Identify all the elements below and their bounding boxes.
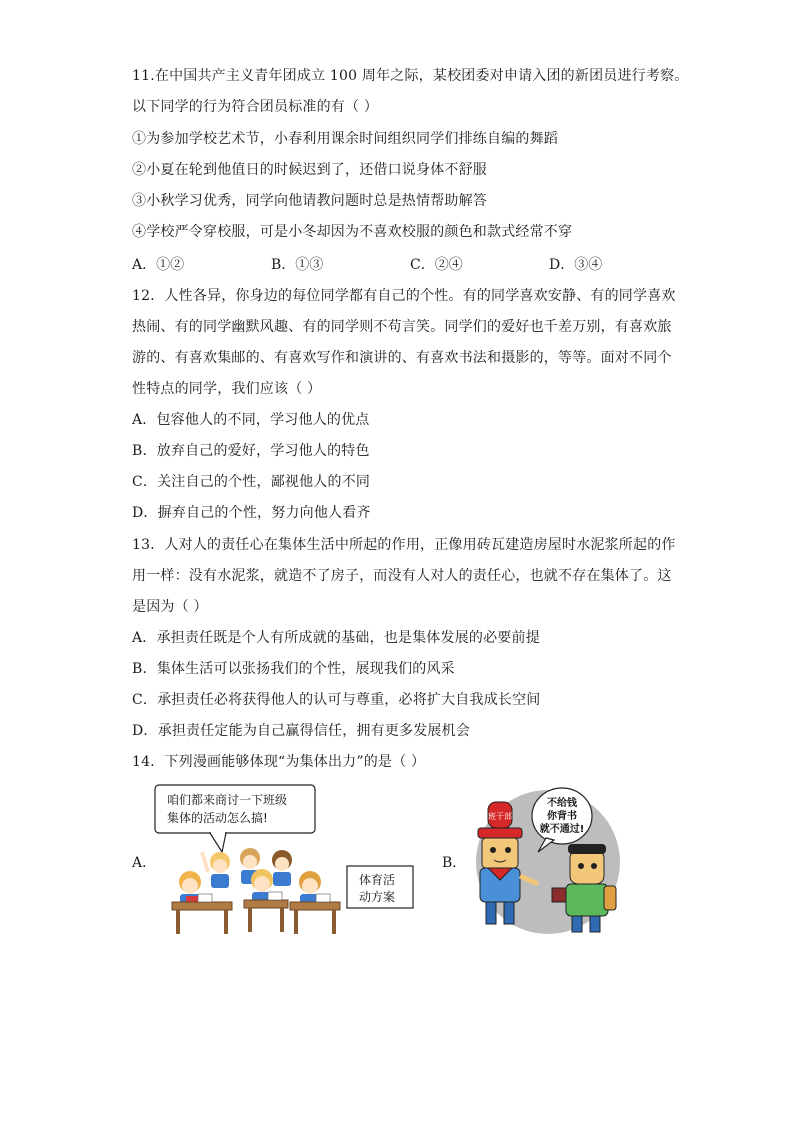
- q12-stem-line-4: 性特点的同学，我们应该（ ）: [132, 381, 322, 397]
- q12-option-a[interactable]: A．包容他人的不同，学习他人的优点: [132, 412, 370, 428]
- q12-stem-line-2: 热闹、有的同学幽默风趣、有的同学则不苟言笑。同学们的爱好也千差万别，有喜欢旅: [132, 319, 672, 335]
- q12-stem-line-1: 12．人性各异，你身边的每位同学都有自己的个性。有的同学喜欢安静、有的同学喜欢: [132, 288, 676, 304]
- cartoon-a-speech-bubble: [155, 785, 315, 852]
- cartoon-a-sign-line-1: 体育活: [359, 873, 396, 887]
- cartoon-a-sign-line-2: 动方案: [359, 890, 396, 904]
- cartoon-a-class-discussion[interactable]: [150, 782, 420, 937]
- q12-option-c[interactable]: C．关注自己的个性，鄙视他人的不同: [132, 474, 371, 490]
- q12-option-b[interactable]: B．放弃自己的爱好，学习他人的特色: [132, 443, 370, 459]
- q11-item-2: ②小夏在轮到他值日的时候迟到了，还借口说身体不舒服: [132, 162, 487, 178]
- q11-item-1: ①为参加学校艺术节，小春利用课余时间组织同学们排练自编的舞蹈: [132, 131, 558, 147]
- q14-stem: 14．下列漫画能够体现“为集体出力”的是（ ）: [132, 754, 426, 770]
- cartoon-b-class-cadre[interactable]: [458, 780, 628, 940]
- cartoon-b-bubble-line-3: 就不通过!: [539, 824, 585, 835]
- q13-stem-line-1: 13．人对人的责任心在集体生活中所起的作用，正像用砖瓦建造房屋时水泥浆所起的作: [132, 537, 676, 553]
- q13-option-c[interactable]: C．承担责任必将获得他人的认可与尊重，必将扩大自我成长空间: [132, 692, 541, 708]
- q12-stem-line-3: 游的、有喜欢集邮的、有喜欢写作和演讲的、有喜欢书法和摄影的，等等。面对不同个: [132, 350, 672, 366]
- q11-option-d[interactable]: D．③④: [549, 257, 603, 273]
- q11-options: [132, 254, 652, 274]
- cartoon-b-bubble-line-2: 你背书: [547, 811, 577, 822]
- q13-option-b[interactable]: B．集体生活可以张扬我们的个性，展现我们的风采: [132, 661, 455, 677]
- q14-label-b[interactable]: B．: [442, 855, 467, 871]
- q13-stem-line-3: 是因为（ ）: [132, 599, 208, 615]
- cartoon-a-bubble-line-2: 集体的活动怎么搞!: [167, 811, 268, 825]
- cartoon-a-bubble-line-1: 咱们都来商讨一下班级: [167, 793, 288, 807]
- q13-option-a[interactable]: A．承担责任既是个人有所成就的基础，也是集体发展的必要前提: [132, 630, 540, 646]
- q11-option-b[interactable]: B．①③: [271, 257, 324, 273]
- q13-option-d[interactable]: D．承担责任定能为自己赢得信任，拥有更多发展机会: [132, 723, 471, 739]
- q13-stem-line-2: 用一样：没有水泥浆，就造不了房子，而没有人对人的责任心，也就不存在集体了。这: [132, 568, 672, 584]
- cartoon-a-plan-sign: [347, 866, 413, 908]
- q11-option-c[interactable]: C．②④: [410, 257, 463, 273]
- q11-stem-line-2: 以下同学的行为符合团员标准的有（ ）: [132, 99, 379, 115]
- q11-option-a[interactable]: A．①②: [132, 257, 185, 273]
- cartoon-b-stamp-label: 班干部: [488, 812, 512, 821]
- cartoon-b-bubble-line-1: 不给钱: [547, 798, 577, 809]
- q11-stem-line-1: 11.在中国共产主义青年团成立 100 周年之际，某校团委对申请入团的新团员进行考察。: [132, 68, 689, 84]
- q12-option-d[interactable]: D．摒弃自己的个性，努力向他人看齐: [132, 505, 371, 521]
- q11-item-3: ③小秋学习优秀，同学向他请教问题时总是热情帮助解答: [132, 193, 487, 209]
- q11-item-4: ④学校严令穿校服，可是小冬却因为不喜欢校服的颜色和款式经常不穿: [132, 224, 573, 240]
- q14-label-a[interactable]: A．: [132, 855, 157, 871]
